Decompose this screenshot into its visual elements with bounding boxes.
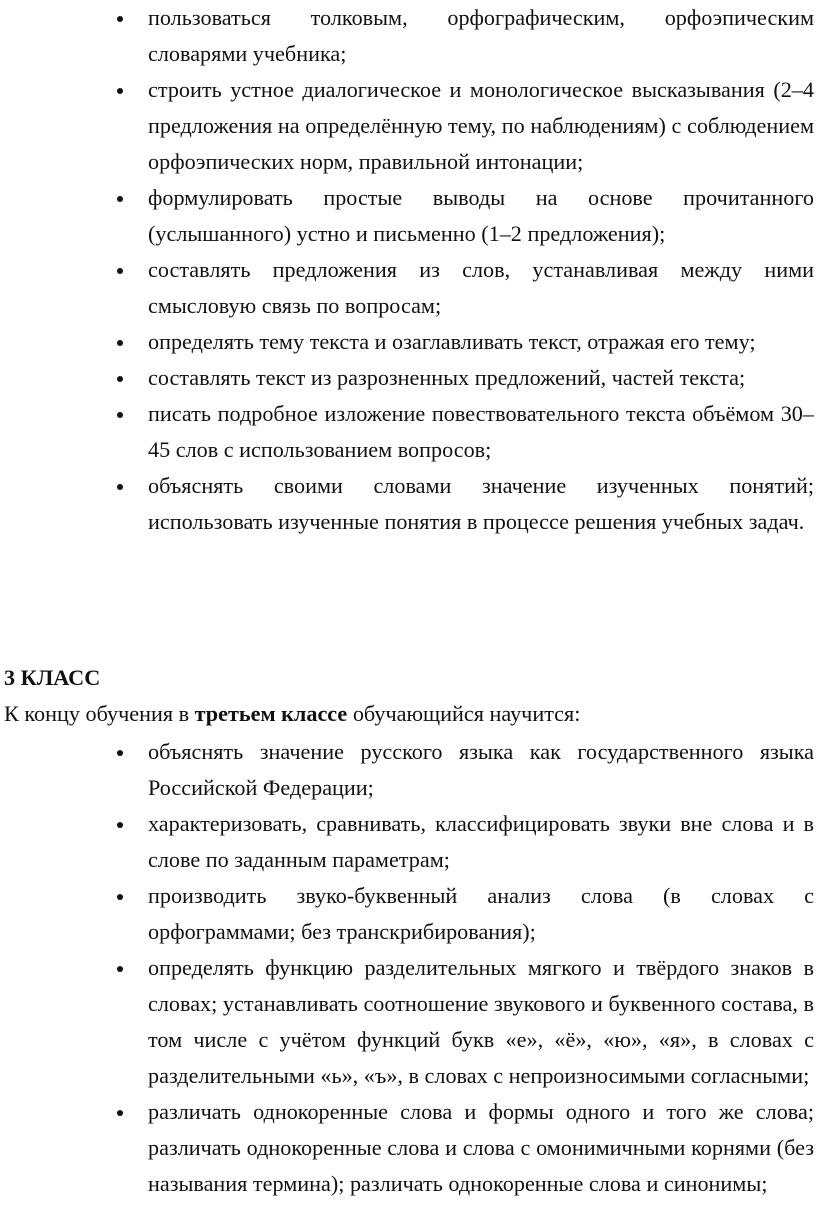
list-item: составлять текст из разрозненных предложений, частей текста; [0, 360, 816, 396]
section-intro [4, 696, 580, 732]
section-heading: 3 КЛАСС [4, 665, 101, 690]
list-item: различать однокоренные слова и формы одного и того же слова; различать однокоренные слова и слова с омонимичными корнями (без называния термина); различать однокоренные слова и синонимы; [0, 1094, 816, 1202]
list-item: объяснять значение русского языка как государственного языка Российской Федерации; [0, 734, 816, 806]
list-item: характеризовать, сравнивать, классифицировать звуки вне слова и в слове по заданным параметрам; [0, 806, 816, 878]
intro-text-end: обучающийся научится: [347, 701, 581, 726]
list-item: объяснять своими словами значение изученных понятий; использовать изученные понятия в процессе решения учебных задач. [0, 468, 816, 540]
list-item: писать подробное изложение повествовательного текста объёмом 30–45 слов с использованием вопросов; [0, 396, 816, 468]
intro-text-bold: третьем классе [194, 701, 348, 726]
list-item: пользоваться толковым, орфографическим, орфоэпическим словарями учебника; [0, 0, 816, 72]
list-item: формулировать простые выводы на основе прочитанного (услышанного) устно и письменно (1–2 предложения); [0, 180, 816, 252]
list-item: определять функцию разделительных мягкого и твёрдого знаков в словах; устанавливать соотношение звукового и буквенного состава, в том числе с учётом функций букв «е», «ё», «ю», «я», в словах с разделительными «ь», «ъ», в словах с непроизносимыми согласными; [0, 950, 816, 1094]
list-item: составлять предложения из слов, устанавливая между ними смысловую связь по вопросам; [0, 252, 816, 324]
list-item: определять тему текста и озаглавливать текст, отражая его тему; [0, 324, 816, 360]
skills-list-grade-2 [0, 0, 816, 540]
list-item: строить устное диалогическое и монологическое высказывания (2–4 предложения на определённую тему, по наблюдениям) с соблюдением орфоэпических норм, правильной интонации; [0, 72, 816, 180]
list-item: производить звуко-буквенный анализ слова (в словах с орфограммами; без транскрибирования); [0, 878, 816, 950]
skills-list-grade-3 [0, 734, 816, 1202]
intro-text-start: К концу обучения в [4, 701, 195, 726]
